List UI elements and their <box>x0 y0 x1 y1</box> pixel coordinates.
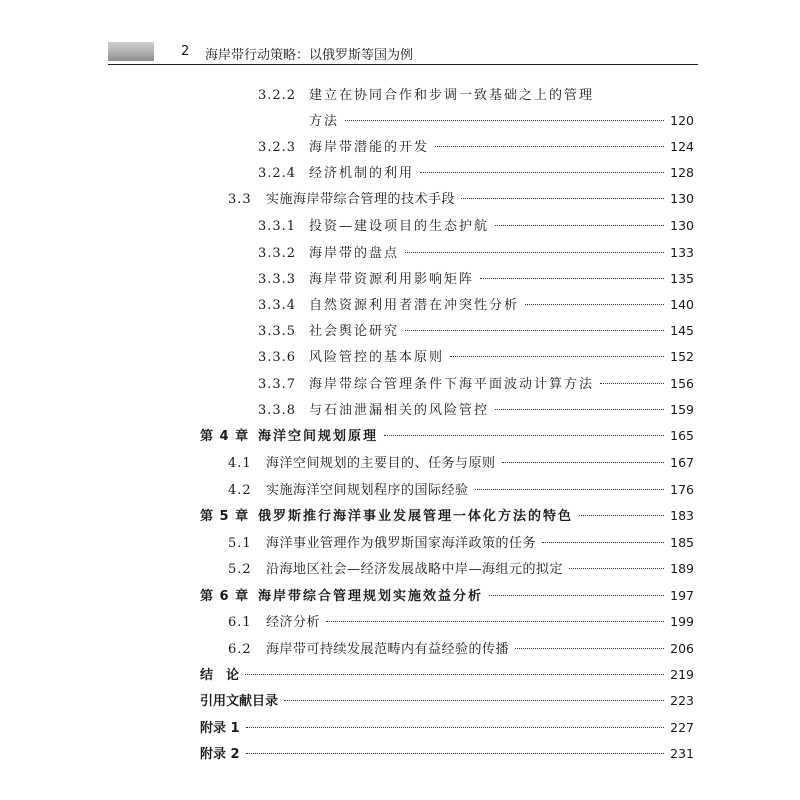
toc-entry-3-2-2[interactable] <box>258 86 694 106</box>
leader-dots <box>495 225 664 226</box>
leader-dots <box>450 356 664 357</box>
toc-entry-title: 经济机制的利用 <box>309 166 415 181</box>
toc-entry-3-3-7[interactable] <box>258 374 694 394</box>
toc-entry-title: 海岸带的盘点 <box>309 246 400 261</box>
leader-dots <box>525 304 664 305</box>
toc-entry-number: 5.1 <box>228 536 252 551</box>
leader-dots <box>345 120 664 121</box>
toc-entry-number: 3.2.4 <box>258 166 297 181</box>
toc-entry-title: 海岸带潜能的开发 <box>309 140 430 155</box>
toc-conclusion[interactable] <box>200 665 694 685</box>
leader-dots <box>489 595 664 596</box>
toc-chapter-title: 附录 1 <box>200 721 240 736</box>
toc-entry-number: 3.3.3 <box>258 272 297 287</box>
leader-dots <box>405 330 664 331</box>
leader-dots <box>405 252 664 253</box>
toc-entry-3-3-2[interactable] <box>258 243 694 263</box>
leader-dots <box>600 383 664 384</box>
toc-entry-page: 152 <box>670 349 694 364</box>
toc-references[interactable] <box>200 691 694 711</box>
toc-entry-3-3-5[interactable] <box>258 321 694 341</box>
toc-entry-page: 130 <box>670 191 694 206</box>
toc-entry-4-1[interactable] <box>228 453 694 473</box>
toc-entry-3-2-2-continued[interactable] <box>309 111 694 131</box>
toc-chapter-title: 附录 2 <box>200 747 240 762</box>
toc-entry-5-1[interactable] <box>228 533 694 553</box>
toc-entry-title: 社会舆论研究 <box>309 324 400 339</box>
header-page-number: 2 <box>181 44 190 59</box>
toc-entry-title-continued: 方法 <box>309 114 340 129</box>
toc-entry-title: 海岸带综合管理条件下海平面波动计算方法 <box>309 377 595 392</box>
toc-chapter-title: 海洋空间规划原理 <box>258 429 379 444</box>
toc-entry-number: 3.2.2 <box>258 88 297 103</box>
toc-entry-title: 沿海地区社会—经济发展战略中岸—海组元的拟定 <box>266 562 564 577</box>
leader-dots <box>515 648 664 649</box>
toc-entry-number: 3.3.5 <box>258 324 297 339</box>
toc-entry-number: 3.3.4 <box>258 298 297 313</box>
toc-entry-4-2[interactable] <box>228 480 694 500</box>
toc-entry-page: 133 <box>670 245 694 260</box>
toc-entry-page: 140 <box>670 297 694 312</box>
toc-entry-page: 135 <box>670 271 694 286</box>
toc-chapter-4[interactable] <box>200 426 694 446</box>
toc-entry-title: 海洋空间规划的主要目的、任务与原则 <box>266 456 496 471</box>
leader-dots <box>326 621 664 622</box>
leader-dots <box>246 753 664 754</box>
leader-dots <box>542 542 664 543</box>
leader-dots <box>384 435 664 436</box>
toc-entry-number: 6.1 <box>228 615 252 630</box>
toc-entry-3-3-6[interactable] <box>258 347 694 367</box>
toc-entry-title: 实施海洋空间规划程序的国际经验 <box>266 483 469 498</box>
toc-entry-page: 120 <box>670 113 694 128</box>
toc-entry-page: 185 <box>670 535 694 550</box>
leader-dots <box>461 198 664 199</box>
toc-entry-title: 海洋事业管理作为俄罗斯国家海洋政策的任务 <box>266 536 537 551</box>
toc-entry-6-1[interactable] <box>228 612 694 632</box>
toc-entry-page: 189 <box>670 561 694 576</box>
toc-entry-page: 227 <box>670 720 694 735</box>
toc-entry-3-3-8[interactable] <box>258 400 694 420</box>
toc-entry-page: 130 <box>670 218 694 233</box>
toc-entry-number: 6.2 <box>228 642 252 657</box>
toc-entry-3-3[interactable] <box>228 189 694 209</box>
toc-chapter-title: 海岸带综合管理规划实施效益分析 <box>258 589 484 604</box>
toc-entry-page: 199 <box>670 614 694 629</box>
toc-entry-page: 183 <box>670 508 694 523</box>
leader-dots <box>435 146 664 147</box>
toc-entry-number: 4.1 <box>228 456 252 471</box>
toc-entry-3-3-4[interactable] <box>258 295 694 315</box>
toc-entry-page: 124 <box>670 139 694 154</box>
toc-entry-page: 219 <box>670 667 694 682</box>
toc-chapter-title: 俄罗斯推行海洋事业发展管理一体化方法的特色 <box>258 509 574 524</box>
toc-entry-page: 223 <box>670 693 694 708</box>
toc-chapter-number: 第 4 章 <box>200 429 250 444</box>
toc-entry-page: 145 <box>670 323 694 338</box>
leader-dots <box>284 700 664 701</box>
toc-chapter-6[interactable] <box>200 586 694 606</box>
toc-entry-page: 128 <box>670 165 694 180</box>
leader-dots <box>495 409 664 410</box>
toc-entry-number: 3.3.6 <box>258 350 297 365</box>
toc-entry-title: 建立在协同合作和步调一致基础之上的管理 <box>309 88 595 103</box>
toc-entry-title: 经济分析 <box>266 615 321 630</box>
leader-dots <box>245 674 664 675</box>
toc-appendix-1[interactable] <box>200 718 694 738</box>
toc-entry-number: 3.3.8 <box>258 403 297 418</box>
header-book-title: 海岸带行动策略：以俄罗斯等国为例 <box>205 48 414 63</box>
toc-entry-title: 与石油泄漏相关的风险管控 <box>309 403 490 418</box>
toc-entry-number: 3.3.7 <box>258 377 297 392</box>
toc-entry-number: 3.3.2 <box>258 246 297 261</box>
toc-entry-page: 165 <box>670 428 694 443</box>
toc-entry-page: 176 <box>670 482 694 497</box>
toc-entry-page: 159 <box>670 402 694 417</box>
toc-entry-title: 海岸带资源利用影响矩阵 <box>309 272 475 287</box>
toc-appendix-2[interactable] <box>200 744 694 764</box>
toc-chapter-5[interactable] <box>200 506 694 526</box>
toc-entry-3-2-4[interactable] <box>258 163 694 183</box>
leader-dots <box>246 727 664 728</box>
toc-chapter-title: 结 论 <box>200 668 240 683</box>
toc-entry-3-3-1[interactable] <box>258 216 694 236</box>
toc-chapter-number: 第 5 章 <box>200 509 250 524</box>
toc-entry-page: 231 <box>670 746 694 761</box>
toc-entry-number: 4.2 <box>228 483 252 498</box>
toc-entry-title: 海岸带可持续发展范畴内有益经验的传播 <box>266 642 510 657</box>
toc-chapter-title: 引用文献目录 <box>200 694 279 709</box>
toc-chapter-number: 第 6 章 <box>200 589 250 604</box>
toc-entry-number: 5.2 <box>228 562 252 577</box>
toc-entry-3-2-3[interactable] <box>258 137 694 157</box>
toc-entry-number: 3.2.3 <box>258 140 297 155</box>
toc-entry-title: 实施海岸带综合管理的技术手段 <box>266 192 456 207</box>
toc-entry-number: 3.3 <box>228 192 252 207</box>
toc-entry-title: 投资—建设项目的生态护航 <box>309 219 490 234</box>
toc-entry-page: 167 <box>670 455 694 470</box>
toc-entry-3-3-3[interactable] <box>258 269 694 289</box>
leader-dots <box>475 489 664 490</box>
toc-entry-6-2[interactable] <box>228 639 694 659</box>
toc-entry-5-2[interactable] <box>228 559 694 579</box>
leader-dots <box>579 515 664 516</box>
toc-entry-title: 自然资源利用者潜在冲突性分析 <box>309 298 520 313</box>
toc-entry-page: 197 <box>670 588 694 603</box>
leader-dots <box>569 568 664 569</box>
toc-entry-page: 156 <box>670 376 694 391</box>
toc-entry-number: 3.3.1 <box>258 219 297 234</box>
toc-entry-title: 风险管控的基本原则 <box>309 350 445 365</box>
leader-dots <box>480 278 664 279</box>
toc-entry-page: 206 <box>670 641 694 656</box>
leader-dots <box>502 462 664 463</box>
leader-dots <box>420 172 664 173</box>
